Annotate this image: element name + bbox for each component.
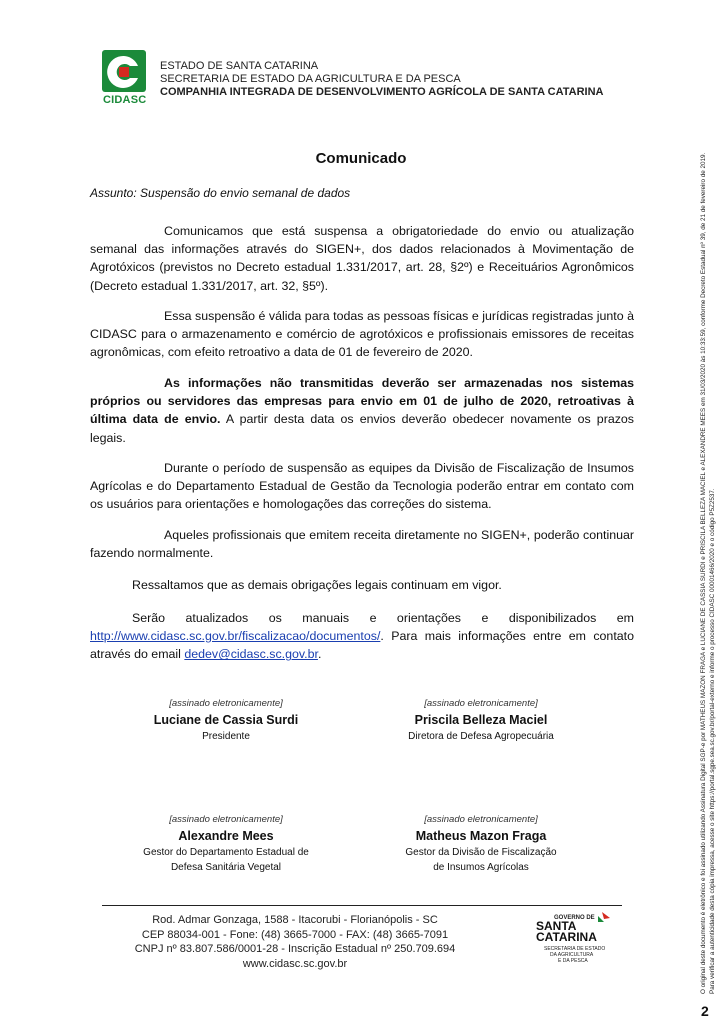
signatory-role-cont: de Insumos Agrícolas (433, 862, 529, 873)
signatory-role: Gestor da Divisão de Fiscalização (405, 847, 557, 858)
footer-cnpj: CNPJ nº 83.807.586/0001-28 - Inscrição Estadual nº 250.709.694 (134, 943, 456, 956)
gov-logo-sub2: DA AGRICULTURA (550, 952, 594, 958)
signature-tag: [assinado eletronicamente] (169, 698, 283, 709)
paragraph-2-text: Essa suspensão é válida para todas as pessoas físicas e jurídicas registradas junto à CIDASC para o armazenamento e comércio de agrotóxicos e profissionais emissores de receitas agronômicas, com efeito retroativo a data de 01 de fevereiro de 2020. (90, 309, 634, 360)
signatory-name: Alexandre Mees (178, 829, 274, 843)
paragraph-6-text: Ressaltamos que as demais obrigações legais continuam em vigor. (132, 578, 502, 592)
signatory-name: Priscila Belleza Maciel (414, 713, 548, 727)
page-title: Comunicado (315, 150, 407, 167)
government-logo-icon (530, 910, 630, 970)
signature-block (106, 812, 346, 875)
signatory-role: Gestor do Departamento Estadual de (143, 847, 309, 858)
signature-tag: [assinado eletronicamente] (424, 698, 538, 709)
authentication-note-line2: Para verificar a autenticidade desta cópia impressa, acesse o site https://portal.sgpe.sea.sc.gov.br/portal-externo e informe o processo CIDASC 00001466/2020 e o código P5Z2537. (708, 488, 716, 994)
header-state: ESTADO DE SANTA CATARINA (160, 60, 319, 72)
signatory-name: Matheus Mazon Fraga (415, 829, 547, 843)
subject-line: Assunto: Suspensão do envio semanal de dados (90, 186, 351, 200)
footer-phone: CEP 88034-001 - Fone: (48) 3665-7000 - FAX: (48) 3665-7091 (141, 928, 449, 941)
paragraph-5 (90, 526, 634, 562)
paragraph-6 (90, 576, 634, 594)
footer-website: www.cidasc.sc.gov.br (242, 957, 348, 970)
email-link[interactable]: dedev@cidasc.sc.gov.br (184, 647, 318, 662)
paragraph-5-text: Aqueles profissionais que emitem receita diretamente no SIGEN+, poderão continuar fazendo normalmente. (90, 528, 634, 561)
paragraph-7-text-c: . (317, 647, 322, 662)
logo-wordmark: CIDASC (103, 94, 147, 106)
signatory-role: Presidente (202, 731, 250, 742)
signature-block (106, 696, 346, 744)
signature-tag: [assinado eletronicamente] (169, 814, 283, 825)
paragraph-4 (90, 459, 634, 514)
signatory-name: Luciane de Cassia Surdi (153, 713, 299, 727)
paragraph-3-text: A partir desta data os envios deverão obedecer novamente os prazos legais. (90, 412, 634, 445)
footer-address (130, 913, 460, 971)
paragraph-2 (90, 307, 634, 362)
paragraph-7-text-b: . Para mais informações entre em contato através do email (90, 629, 634, 662)
signature-block (361, 812, 601, 875)
signature-tag: [assinado eletronicamente] (424, 814, 538, 825)
footer-divider (102, 905, 622, 906)
signature-block (361, 696, 601, 744)
signatory-role-cont: Defesa Sanitária Vegetal (170, 862, 282, 873)
paragraph-1-text: Comunicamos que está suspensa a obrigatoriedade do envio ou atualização semanal das informações através do SIGEN+, dos dados relacionados à Movimentação de Agrotóxicos (previstos no Decreto estadual 1.331/2017, art. 28, §2º) e Receituários Agronômicos (Decreto estadual 1.331/2017, art. 32, §5º). (90, 224, 634, 293)
gov-logo-top: GOVERNO DE (554, 915, 595, 921)
paragraph-7-text-a: Serão atualizados os manuais e orientações e disponibilizados em (132, 611, 634, 625)
signatory-role: Diretora de Defesa Agropecuária (408, 731, 554, 742)
footer-street: Rod. Admar Gonzaga, 1588 - Itacorubi - Florianópolis - SC (152, 914, 438, 926)
gov-logo-sub3: E DA PESCA (558, 958, 588, 964)
page-number: 2 (701, 1003, 709, 1019)
gov-logo-name2: CATARINA (536, 930, 597, 944)
paragraph-3-bold: As informações não transmitidas deverão ser armazenadas nos sistemas próprios ou servidores das empresas para envio em 01 de julho de 2020, retroativas à última data de envio. (90, 376, 634, 427)
documents-link[interactable]: http://www.cidasc.sc.gov.br/fiscalizacao/documentos/ (90, 629, 381, 644)
paragraph-4-text: Durante o período de suspensão as equipes da Divisão de Fiscalização de Insumos Agrícolas e do Departamento Estadual de Gestão da Tecnologia poderão entrar em contato com os usuários para orientações e homologações das correções do sistema. (90, 461, 634, 512)
header-secretariat: SECRETARIA DE ESTADO DA AGRICULTURA E DA PESCA (160, 73, 461, 85)
paragraph-1 (90, 222, 634, 295)
authentication-note (700, 0, 717, 1024)
paragraph-7 (90, 609, 634, 664)
header-company: COMPANHIA INTEGRADA DE DESENVOLVIMENTO AGRÍCOLA DE SANTA CATARINA (160, 86, 604, 98)
authentication-note-line1: O original deste documento é eletrônico e foi assinado utilizando Assinatura Digital SGP-e por MATHEUS MAZON FRAGA e LUCIANE DE CASSIA SURDI e PRISCILA BELLEZA MACIEL e ALEXANDRE MEES em 31/03/2020 às 10:33:59, conforme Decreto Estadual nº 39, de 21 de fevereiro de 2019. (700, 152, 707, 994)
paragraph-3 (90, 374, 634, 447)
gov-logo-sub1: SECRETARIA DE ESTADO (544, 946, 606, 952)
gov-logo-name1: SANTA (536, 919, 577, 933)
